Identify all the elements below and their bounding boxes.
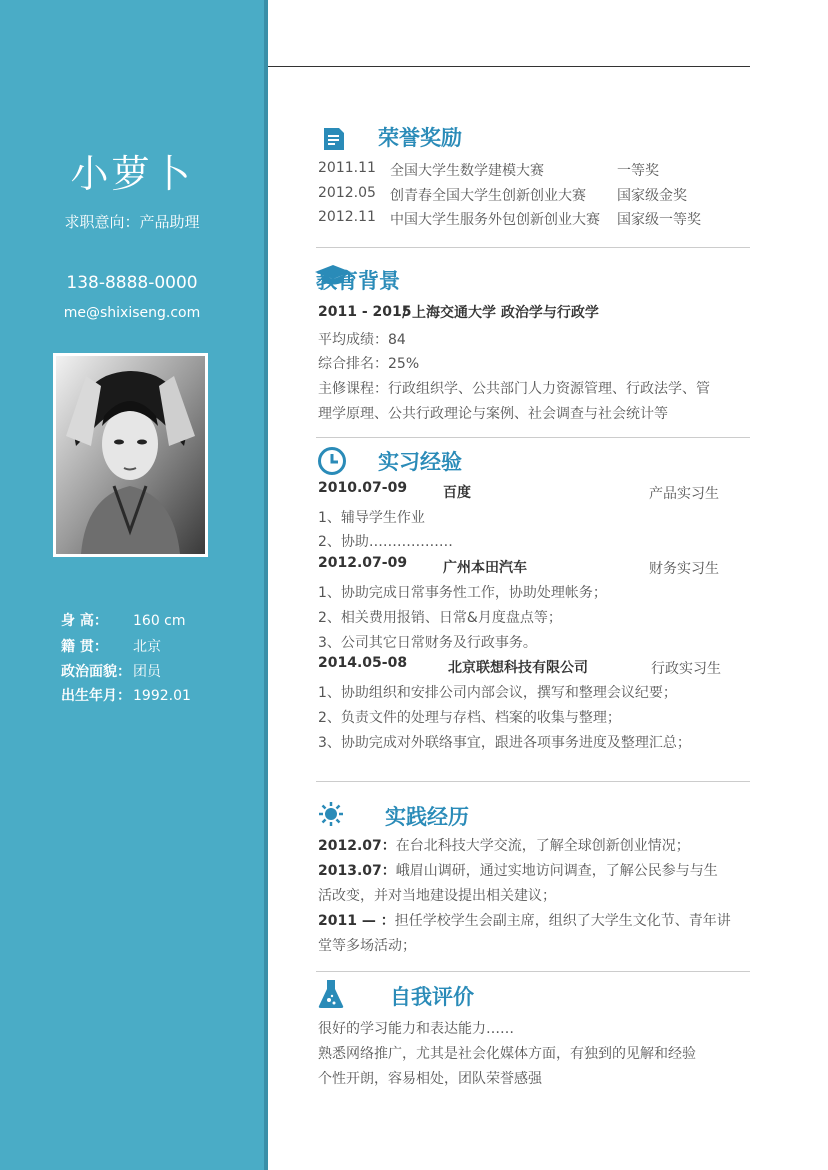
award-date: 2011.11 [318,160,376,176]
education-school: / 上海交通大学 政治学与行政学 [402,305,599,321]
info-birth-label: 出生年月： [61,688,131,704]
award-name: 创青春全国大学生创新创业大赛 [390,188,586,204]
education-period: 2011 - 2015 [318,304,412,320]
info-political-value: 团员 [133,664,161,680]
section-divider [316,247,750,248]
job-role: 行政实习生 [651,661,721,677]
job-item: 1、协助组织和安排公司内部会议，撰写和整理会议纪要； [318,685,677,701]
award-level: 国家级一等奖 [617,212,701,228]
award-level: 一等奖 [617,163,659,179]
rank-row [318,353,419,373]
section-divider [316,437,750,438]
info-political-label: 政治面貌： [61,664,131,680]
practice-line: 堂等多场活动； [318,938,416,954]
job-company: 广州本田汽车 [443,560,527,576]
top-divider [268,66,750,67]
info-height-value: 160 cm [133,613,186,629]
job-role: 产品实习生 [649,486,719,502]
rank-value: 25% [388,356,420,372]
practice-line [318,910,731,930]
info-hometown [61,636,161,656]
info-hometown-label: 籍 贯： [61,639,108,655]
practice-date: 2011 — ： [318,913,395,929]
practice-title: 实践经历 [385,805,469,829]
email-address: me@shixiseng.com [63,305,201,321]
info-political [61,661,161,681]
awards-title: 荣誉奖励 [378,126,462,150]
job-item: 3、公司其它日常财务及行政事务。 [318,635,537,651]
rank-label: 综合排名： [318,356,388,372]
practice-text: 峨眉山调研，通过实地访问调查，了解公民参与与生 [395,863,718,879]
info-birth-value: 1992.01 [133,688,191,704]
gpa-row [318,329,406,349]
practice-date: 2012.07： [318,838,396,854]
sun-icon [318,801,344,831]
award-name: 全国大学生数学建模大赛 [390,163,544,179]
gpa-label: 平均成绩： [318,332,388,348]
section-divider [316,971,750,972]
phone-number: 138-8888-0000 [66,273,198,293]
self-title: 自我评价 [390,985,474,1009]
courses-line: 理学原理、公共行政理论与案例、社会调查与社会统计等 [318,406,668,422]
job-company: 百度 [443,485,471,501]
award-level: 国家级金奖 [617,188,687,204]
job-date: 2012.07-09 [318,555,408,571]
job-intent: 求职意向：产品助理 [64,213,200,231]
job-item: 2、协助……………… [318,534,453,550]
practice-line [318,835,690,855]
job-item: 1、协助完成日常事务性工作，协助处理帐务； [318,585,607,601]
job-date: 2010.07-09 [318,480,408,496]
courses-line: 主修课程：行政组织学、公共部门人力资源管理、行政法学、管 [318,381,710,397]
clock-icon [317,446,347,480]
info-birth [61,685,191,705]
job-date: 2014.05-08 [318,655,408,671]
award-name: 中国大学生服务外包创新创业大赛 [390,212,600,228]
section-divider [316,781,750,782]
self-line: 熟悉网络推广，尤其是社会化媒体方面，有独到的见解和经验 [318,1046,696,1062]
job-company: 北京联想科技有限公司 [448,660,588,676]
internship-title: 实习经验 [378,450,462,474]
info-height [61,610,186,630]
info-height-label: 身 高： [61,613,108,629]
award-date: 2012.11 [318,209,376,225]
practice-date: 2013.07： [318,863,396,879]
practice-line [318,860,718,880]
education-title: 教育背景 [316,269,400,293]
candidate-name: 小萝卜 [70,152,194,196]
job-item: 2、相关费用报销、日常&月度盘点等； [318,610,562,626]
self-line: 很好的学习能力和表达能力…… [318,1021,514,1037]
practice-text: 在台北科技大学交流，了解全球创新创业情况； [395,838,690,854]
award-date: 2012.05 [318,185,376,201]
flask-icon [317,978,345,1014]
job-role: 财务实习生 [649,561,719,577]
practice-line: 活改变，并对当地建设提出相关建议； [318,888,556,904]
job-item: 2、负责文件的处理与存档、档案的收集与整理； [318,710,621,726]
job-item: 3、协助完成对外联络事宜，跟进各项事务进度及整理汇总； [318,735,691,751]
self-line: 个性开朗，容易相处，团队荣誉感强 [318,1071,542,1087]
practice-text: 担任学校学生会副主席，组织了大学生文化节、青年讲 [394,913,731,929]
job-item: 1、辅导学生作业 [318,510,425,526]
gpa-value: 84 [388,332,406,348]
info-hometown-value: 北京 [133,639,161,655]
profile-photo [53,353,208,557]
document-icon [322,126,346,156]
